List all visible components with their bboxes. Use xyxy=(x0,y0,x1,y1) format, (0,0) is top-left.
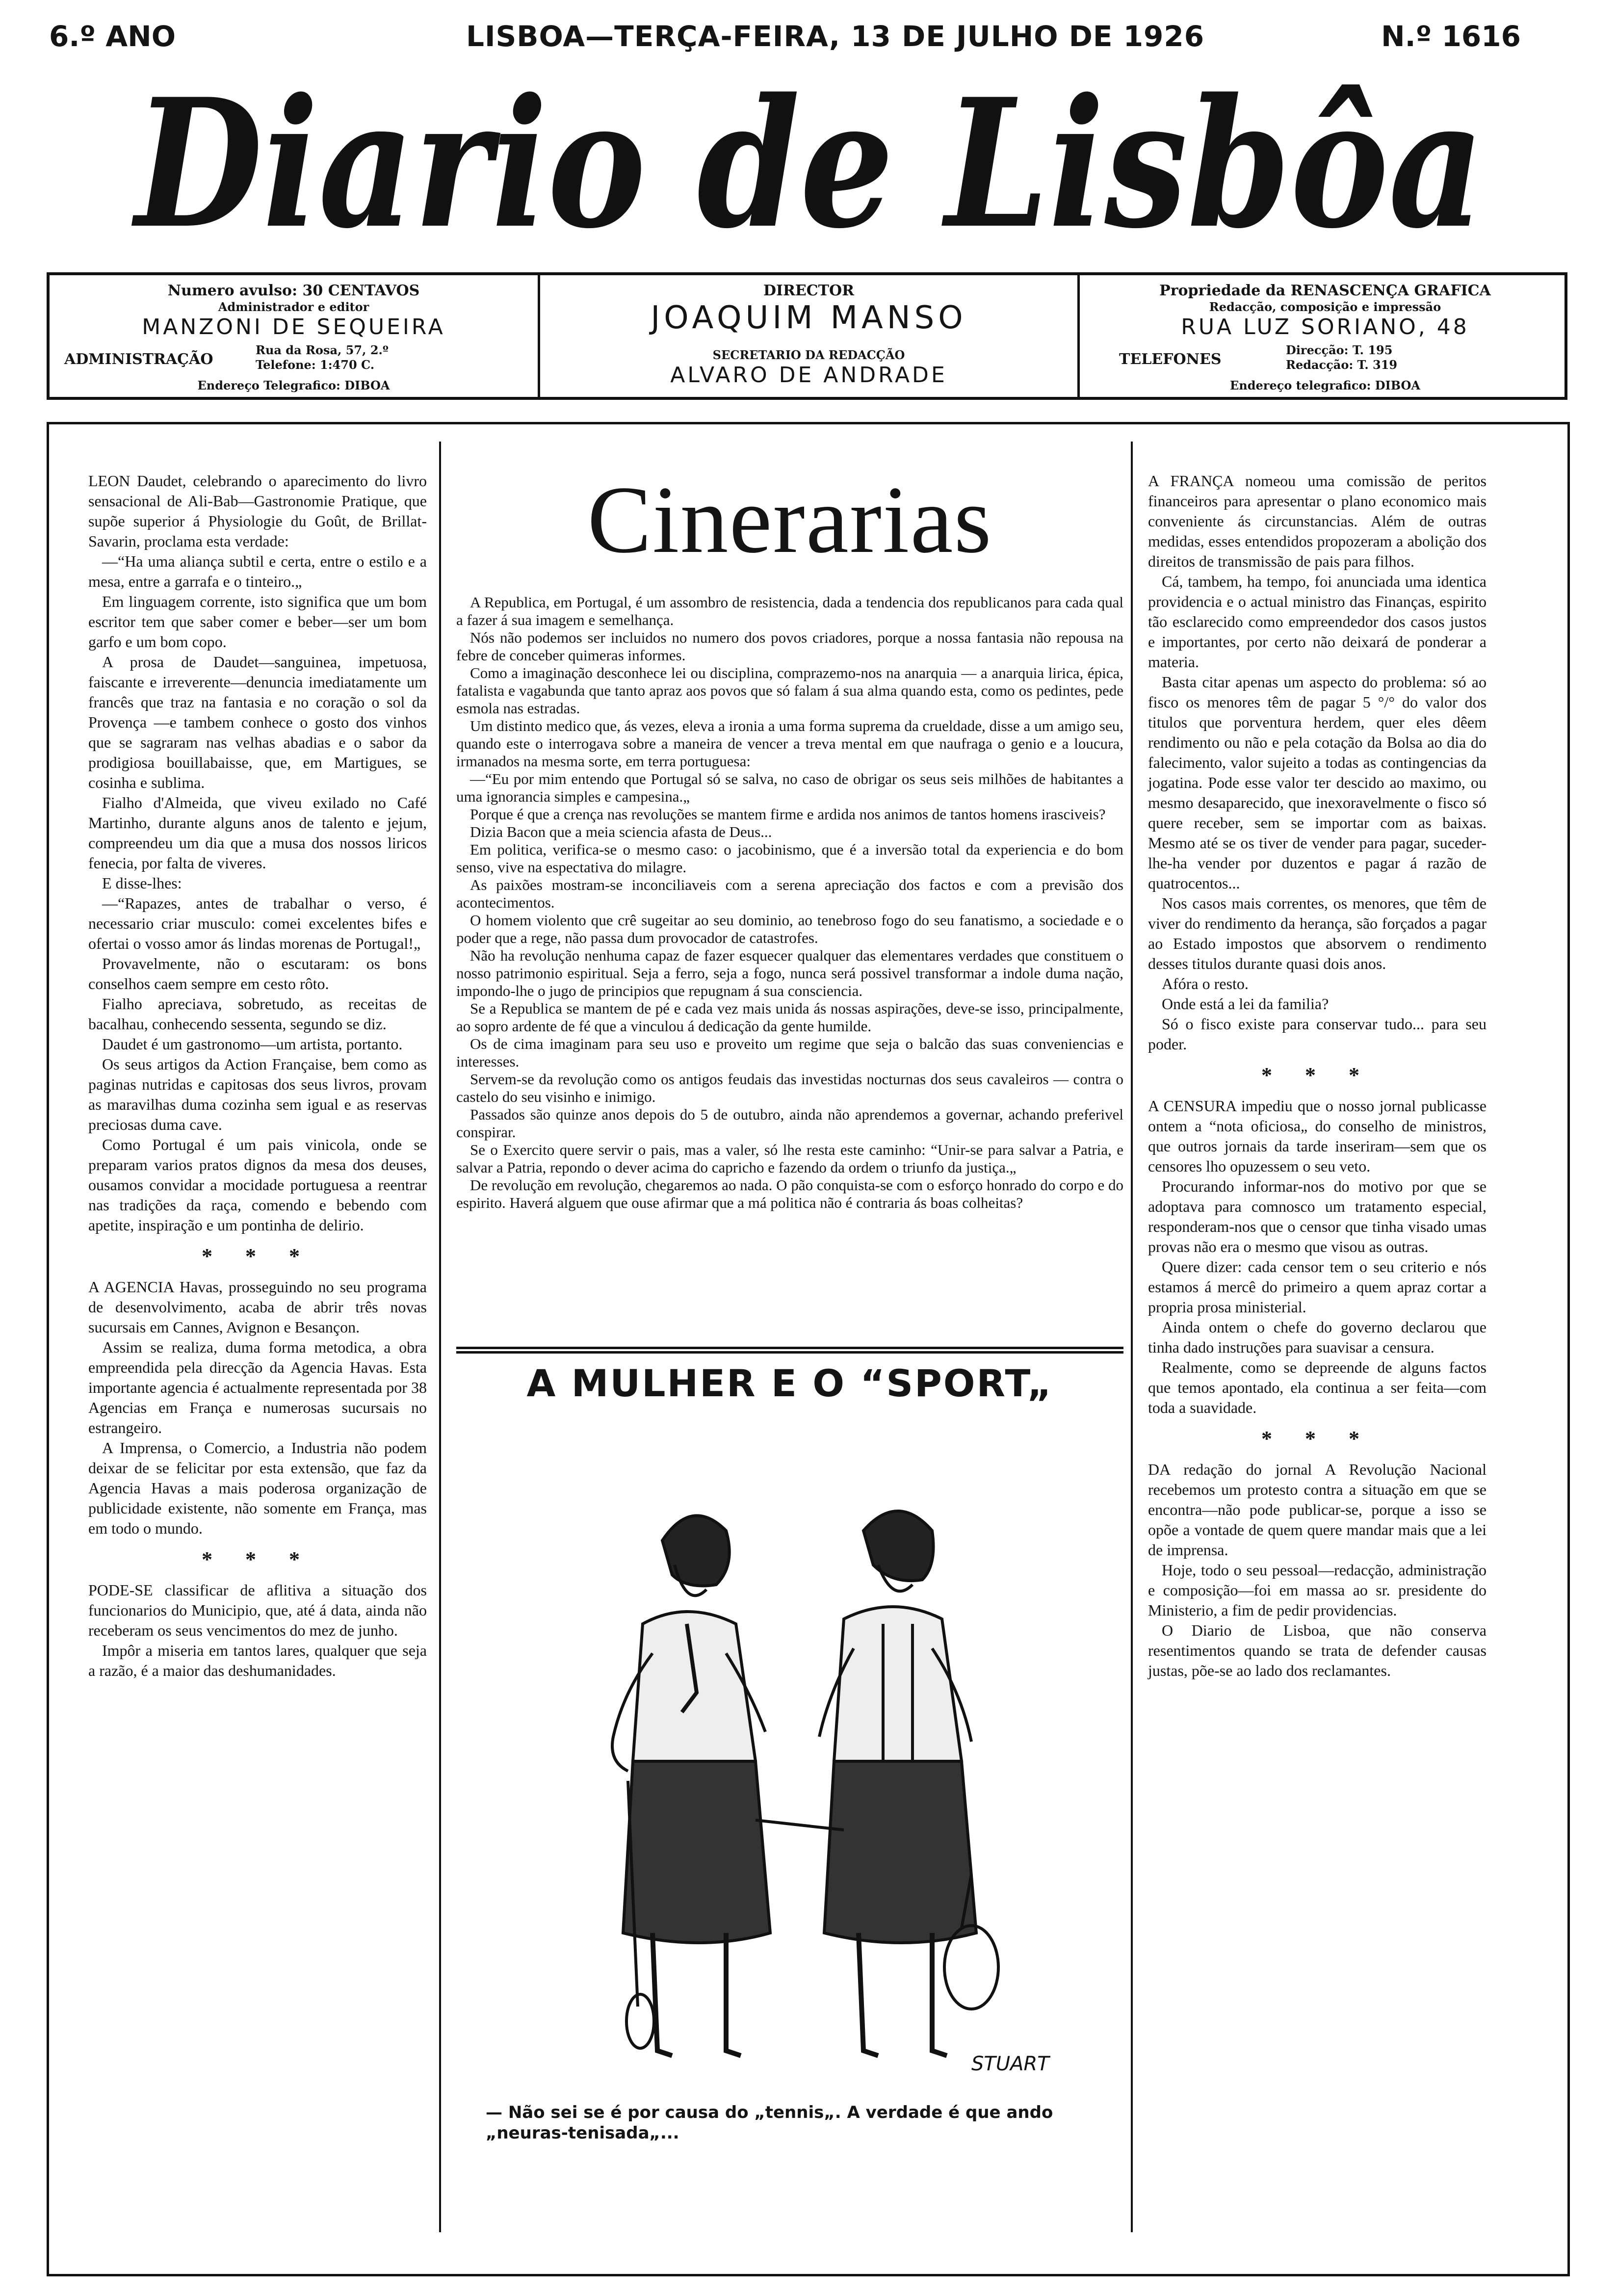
paragraph: Nós não podemos ser incluidos no numero dos povos criadores, porque a nossa fantasia não repousa na febre de conceber quimeras informes. xyxy=(456,629,1123,664)
info-right xyxy=(1080,275,1570,397)
section-stars: * * * xyxy=(1261,1427,1373,1451)
censura-article xyxy=(1148,1096,1487,1418)
paragraph: A Imprensa, o Comercio, a Industria não podem deixar de se felicitar por esta extensão, que faz da Agencia Havas a mais poderosa organização de publicidade existente, não somente em França, mas em todo o mundo. xyxy=(88,1439,427,1537)
two-women-tennis-drawing xyxy=(540,1418,1069,2105)
paragraph: Se a Republica se mantem de pé e cada vez mais unida ás nossas aspirações, deve-se isso, principalmente, ao sopro ardente de fé que a vinculou á dedicação da gente humilde. xyxy=(456,1000,1123,1035)
paragraph: LEON Daudet, celebrando o aparecimento do livro sensacional de Ali-Bab—Gastronomie Pratique, que supõe superior á Physiologie du Goût, de Brillat-Savarin, proclama esta verdade: xyxy=(88,472,427,550)
composition: Redacção, composição e impressão xyxy=(1209,300,1441,314)
price: Numero avulso: 30 CENTAVOS xyxy=(167,282,420,299)
paragraph: A FRANÇA nomeou uma comissão de peritos financeiros para apresentar o plano economico mais conveniente ás circunstancias. Além de outras medidas, esses entendidos propozeram a abolição dos direitos de transmissão de pais para filhos. xyxy=(1148,472,1487,570)
paragraph: Cá, tambem, ha tempo, foi anunciada uma identica providencia e o actual ministro das Finanças, espirito tão esclarecido como empreendedor dos casos justos e importantes, por certo não deixará de ponderar a materia. xyxy=(1148,573,1487,671)
sport-cartoon-title: A MULHER E O “SPORT„ xyxy=(526,1361,1053,1405)
paragraph: —“Rapazes, antes de trabalhar o verso, é necessario criar musculo: comei excelentes bifes e ofertai o vosso amor ás lindas morenas de Portugal!„ xyxy=(88,894,427,952)
dateline-bar xyxy=(49,20,1521,64)
paragraph: E disse-lhes: xyxy=(102,874,182,892)
telegraph-right: Endereço telegrafico: DIBOA xyxy=(1230,378,1420,392)
paragraph: —“Ha uma aliança subtil e certa, entre o estilo e a mesa, entre a garrafa e o tinteiro.„ xyxy=(88,552,427,590)
section-stars: * * * xyxy=(202,1244,313,1268)
paragraph: Em politica, verifica-se o mesmo caso: o jacobinismo, que é a inversão total da experiencia e do bom senso, vive na espectativa do milagre. xyxy=(456,841,1123,876)
paragraph: Procurando informar-nos do motivo por que se adoptava para comnosco um tratamento especial, responderam-nos que o censor que tinha visado umas provas não era o mesmo que visou as outras. xyxy=(1148,1177,1487,1255)
havas-article xyxy=(88,1277,427,1539)
headline-cinerarias: Cinerarias xyxy=(587,467,992,573)
paragraph: Passados são quinze anos depois do 5 de outubro, ainda não aprendemos a governar, achando preferivel conspirar. xyxy=(456,1106,1123,1141)
telegraph-left: Endereço Telegrafico: DIBOA xyxy=(197,378,390,392)
section-stars: * * * xyxy=(1261,1063,1373,1087)
editorial-text xyxy=(456,594,1123,1212)
paragraph: Nos casos mais correntes, os menores, que têm de viver do rendimento da herança, são forçados a pagar ao Estado impostos que absorvem o rendimento desses titulos durante quasi dois anos. xyxy=(1148,894,1487,972)
paragraph: DA redação do jornal A Revolução Nacional recebemos um protesto contra a situação em que se encontra—não pode publicar-se, porque a isso se opõe a vontade de quem quere mandar mais que a lei de imprensa. xyxy=(1148,1461,1487,1559)
section-separator xyxy=(456,1347,1123,1354)
paragraph: Hoje, todo o seu pessoal—redacção, administração e composição—foi em massa ao sr. presidente do Ministerio, a fim de pedir providencias. xyxy=(1148,1561,1487,1619)
paragraph: Se o Exercito quere servir o pais, mas a valer, só lhe resta este caminho: “Unir-se para salvar a Patria, e salvar a Patria, repondo o dever acima do capricho e fazendo da ordem o triunfo da justiça.„ xyxy=(456,1141,1123,1176)
paragraph: Como Portugal é um pais vinicola, onde se preparam varios pratos dignos da mesa dos deuses, ousamos convidar a mocidade portuguesa a reentrar nas tradições da raça, comendo e bebendo com apetite, inspiração e um pontinha de delirio. xyxy=(88,1136,427,1234)
paragraph: Servem-se da revolução como os antigos feudais das investidas nocturnas dos seus cavaleiros — contra o castelo do seu visinho e inimigo. xyxy=(456,1070,1123,1105)
director-name: JOAQUIM MANSO xyxy=(651,300,967,336)
paragraph: Basta citar apenas um aspecto do problema: só ao fisco os menores têm de pagar 5 °/° do valor dos titulos que porventura herdem, quer eles dêem rendimento ou não e pela cotação da Bolsa ao dia do falecimento, valor sujeito a todas as contingencias da jogatina. Pode esse valor ter descido ao maximo, ou mesmo desaparecido, que inexoravelmente o fisco só quere receber, sem se importar com as baixas. Mesmo até se os tiver de vender para pagar, suceder-lhe-ha vender por duzentos e pagar á razão de quatrocentos... xyxy=(1148,673,1487,892)
municipio-article xyxy=(88,1580,427,1681)
address-line-1: Rua da Rosa, 57, 2.º xyxy=(256,343,389,357)
paragraph: Dizia Bacon que a meia sciencia afasta de Deus... xyxy=(470,823,772,840)
paragraph: As paixões mostram-se inconciliaveis com a serena apreciação dos factos e com a previsão dos acontecimentos. xyxy=(456,876,1123,911)
paragraph: —“Eu por mim entendo que Portugal só se salva, no caso de obrigar os seus seis milhões de habitantes a uma ignorancia simples e campesina.„ xyxy=(456,770,1123,805)
paragraph: Provavelmente, não o escutaram: os bons conselhos caem sempre em cesto rôto. xyxy=(88,955,427,992)
address-label: ADMINISTRAÇÃO xyxy=(64,351,213,368)
masthead-title: Diario de Lisbôa xyxy=(130,60,1484,267)
paragraph: Os de cima imaginam para seu uso e proveito um regime que seja o balcão das suas conveniencias e interesses. xyxy=(456,1035,1123,1070)
paragraph: O homem violento que crê sugeitar ao seu dominio, ao tenebroso fogo do seu fanatismo, a sociedade e o poder que a rege, não passa dum provocador de catastrofes. xyxy=(456,912,1123,946)
column-rule-left xyxy=(439,442,441,2232)
admin-label: Administrador e editor xyxy=(218,300,369,314)
admin-name: MANZONI DE SEQUEIRA xyxy=(142,314,445,339)
paragraph: Porque é que a crença nas revoluções se mantem firme e ardida nos animos de tantos homens irasciveis? xyxy=(470,806,1106,823)
right-column xyxy=(1148,471,1487,1681)
paragraph: Afóra o resto. xyxy=(1162,975,1249,992)
cartoon-caption: — Não sei se é por causa do „tennis„. A verdade é que ando „neuras-tenisada„... xyxy=(486,2103,1053,2143)
paragraph: O Diario de Lisboa, que não conserva resentimentos quando se trata de defender causas justas, põe-se ao lado dos reclamantes. xyxy=(1148,1621,1487,1679)
address-line-2: Telefone: 1:470 C. xyxy=(256,358,375,372)
paragraph: Fialho apreciava, sobretudo, as receitas de bacalhau, conhecendo sessenta, segundo se diz. xyxy=(88,995,427,1033)
issue-number: N.º 1616 xyxy=(1381,20,1521,53)
daudet-article xyxy=(88,471,427,1235)
left-column xyxy=(88,471,427,1681)
paragraph: Assim se realiza, duma forma metodica, a obra empreendida pela direcção da Agencia Havas. Esta importante agencia é actualmente representada por 38 Agencias em França e numerosas sucursais no estrangeiro. xyxy=(88,1338,427,1436)
dateline: LISBOA—TERÇA-FEIRA, 13 DE JULHO DE 1926 xyxy=(466,20,1205,53)
artist-signature: STUART xyxy=(971,2053,1049,2075)
paragraph: Só o fisco existe para conservar tudo... para seu poder. xyxy=(1148,1015,1487,1053)
paragraph: Em linguagem corrente, isto significa que um bom escritor tem que saber comer e beber—ser um bom garfo e um bom copo. xyxy=(88,593,427,651)
paragraph: Não ha revolução nenhuma capaz de fazer esquecer qualquer das elementares verdades que constituem o nosso patrimonio espiritual. Seja a ferro, seja a fogo, nunca será possivel transformar a indole duma nação, impondo-lhe o jugo de principios que repugnam á sua consciencia. xyxy=(456,947,1123,999)
paragraph: Ainda ontem o chefe do governo declarou que tinha dado instruções para suavisar a censura. xyxy=(1148,1318,1487,1356)
masthead xyxy=(123,60,1496,270)
director-label: DIRECTOR xyxy=(763,282,855,299)
paragraph: Impôr a miseria em tantos lares, qualquer que seja a razão, é a maior das deshumanidades. xyxy=(88,1642,427,1679)
paragraph: Os seus artigos da Action Française, bem como as paginas nutridas e capitosas dos seus livros, provam as maravilhas duma cozinha sem igual e as reservas preciosas duma cave. xyxy=(88,1055,427,1133)
paragraph: Um distinto medico que, ás vezes, eleva a ironia a uma forma suprema da crueldade, disse a um amigo seu, quando este o interrogava sobre a maneira de vencer a treva mental em que naufraga o genio e a loucura, irmanados na mesma sorte, em terra portuguesa: xyxy=(456,717,1123,770)
secretary-label: SECRETARIO DA REDACÇÃO xyxy=(712,348,905,362)
phone-1: Direcção: T. 195 xyxy=(1286,343,1393,357)
secretary-name: ALVARO DE ANDRADE xyxy=(670,363,947,388)
address-right: RUA LUZ SORIANO, 48 xyxy=(1181,314,1469,339)
info-left xyxy=(50,275,540,397)
paragraph: PODE-SE classificar de aflitiva a situação dos funcionarios do Municipio, que, até á data, ainda não receberam os seus vencimentos do mez de junho. xyxy=(88,1581,427,1639)
paragraph: De revolução em revolução, chegaremos ao nada. O pão conquista-se com o esforço honrado do corpo e do espirito. Haverá alguem que ouse afirmar que a má politica não é contraria ás boas colheitas? xyxy=(456,1176,1123,1211)
paragraph: Como a imaginação desconhece lei ou disciplina, comprazemo-nos na anarquia — a anarquia lirica, épica, fatalista e vagabunda que tanto apraz aos povos que só falam á sua alma quando esta, como os pedintes, pede esmola nas estradas. xyxy=(456,664,1123,717)
info-box xyxy=(47,272,1567,400)
paragraph: Realmente, como se depreende de alguns factos que temos apontado, ela continua a ser feita—com toda a suavidade. xyxy=(1148,1358,1487,1416)
info-center xyxy=(540,275,1080,397)
paragraph: Daudet é um gastronomo—um artista, portanto. xyxy=(102,1035,403,1053)
revolucao-nacional-article xyxy=(1148,1460,1487,1681)
paragraph: Fialho d'Almeida, que viveu exilado no Café Martinho, durante alguns anos de talento e jejum, compreendeu um dia que a musa dos nossos liricos fenecia, por falta de viveres. xyxy=(88,794,427,872)
phone-2: Redacção: T. 319 xyxy=(1286,358,1398,372)
masthead-logo xyxy=(123,60,1496,270)
owner: Propriedade da RENASCENÇA GRAFICA xyxy=(1159,282,1491,299)
paragraph: Quere dizer: cada censor tem o seu criterio e nós estamos á mercê do primeiro a quem apraz cortar a propria prosa ministerial. xyxy=(1148,1258,1487,1316)
paragraph: A Republica, em Portugal, é um assombro de resistencia, dada a tendencia dos republicanos para cada qual a fazer á sua imagem e semelhança. xyxy=(456,594,1123,628)
paragraph: A prosa de Daudet—sanguinea, impetuosa, faiscante e irreverente—denuncia imediatamente um francês que traz na fantasia e no coração o sol da Provença —e tambem conhece o gosto dos vinhos que se sagraram nas velhas abadias e o sabor da prodigiosa bouillabaisse, que, em Martigues, se cosinha e sublima. xyxy=(88,653,427,791)
paragraph: A AGENCIA Havas, prosseguindo no seu programa de desenvolvimento, acaba de abrir três novas sucursais em Cannes, Avignon e Besançon. xyxy=(88,1278,427,1336)
column-rule-right xyxy=(1131,442,1133,2232)
cartoon-illustration xyxy=(540,1418,1069,2105)
phones-label: TELEFONES xyxy=(1119,351,1222,368)
franca-article xyxy=(1148,471,1487,1054)
paragraph: A CENSURA impediu que o nosso jornal publicasse ontem a “nota oficiosa„ do conselho de ministros, que outros jornais da tarde inseriram—sem que os censores lho opuzessem o seu veto. xyxy=(1148,1097,1487,1175)
year-label: 6.º ANO xyxy=(49,20,176,53)
section-stars: * * * xyxy=(202,1547,313,1571)
paragraph: Onde está a lei da familia? xyxy=(1162,995,1329,1013)
